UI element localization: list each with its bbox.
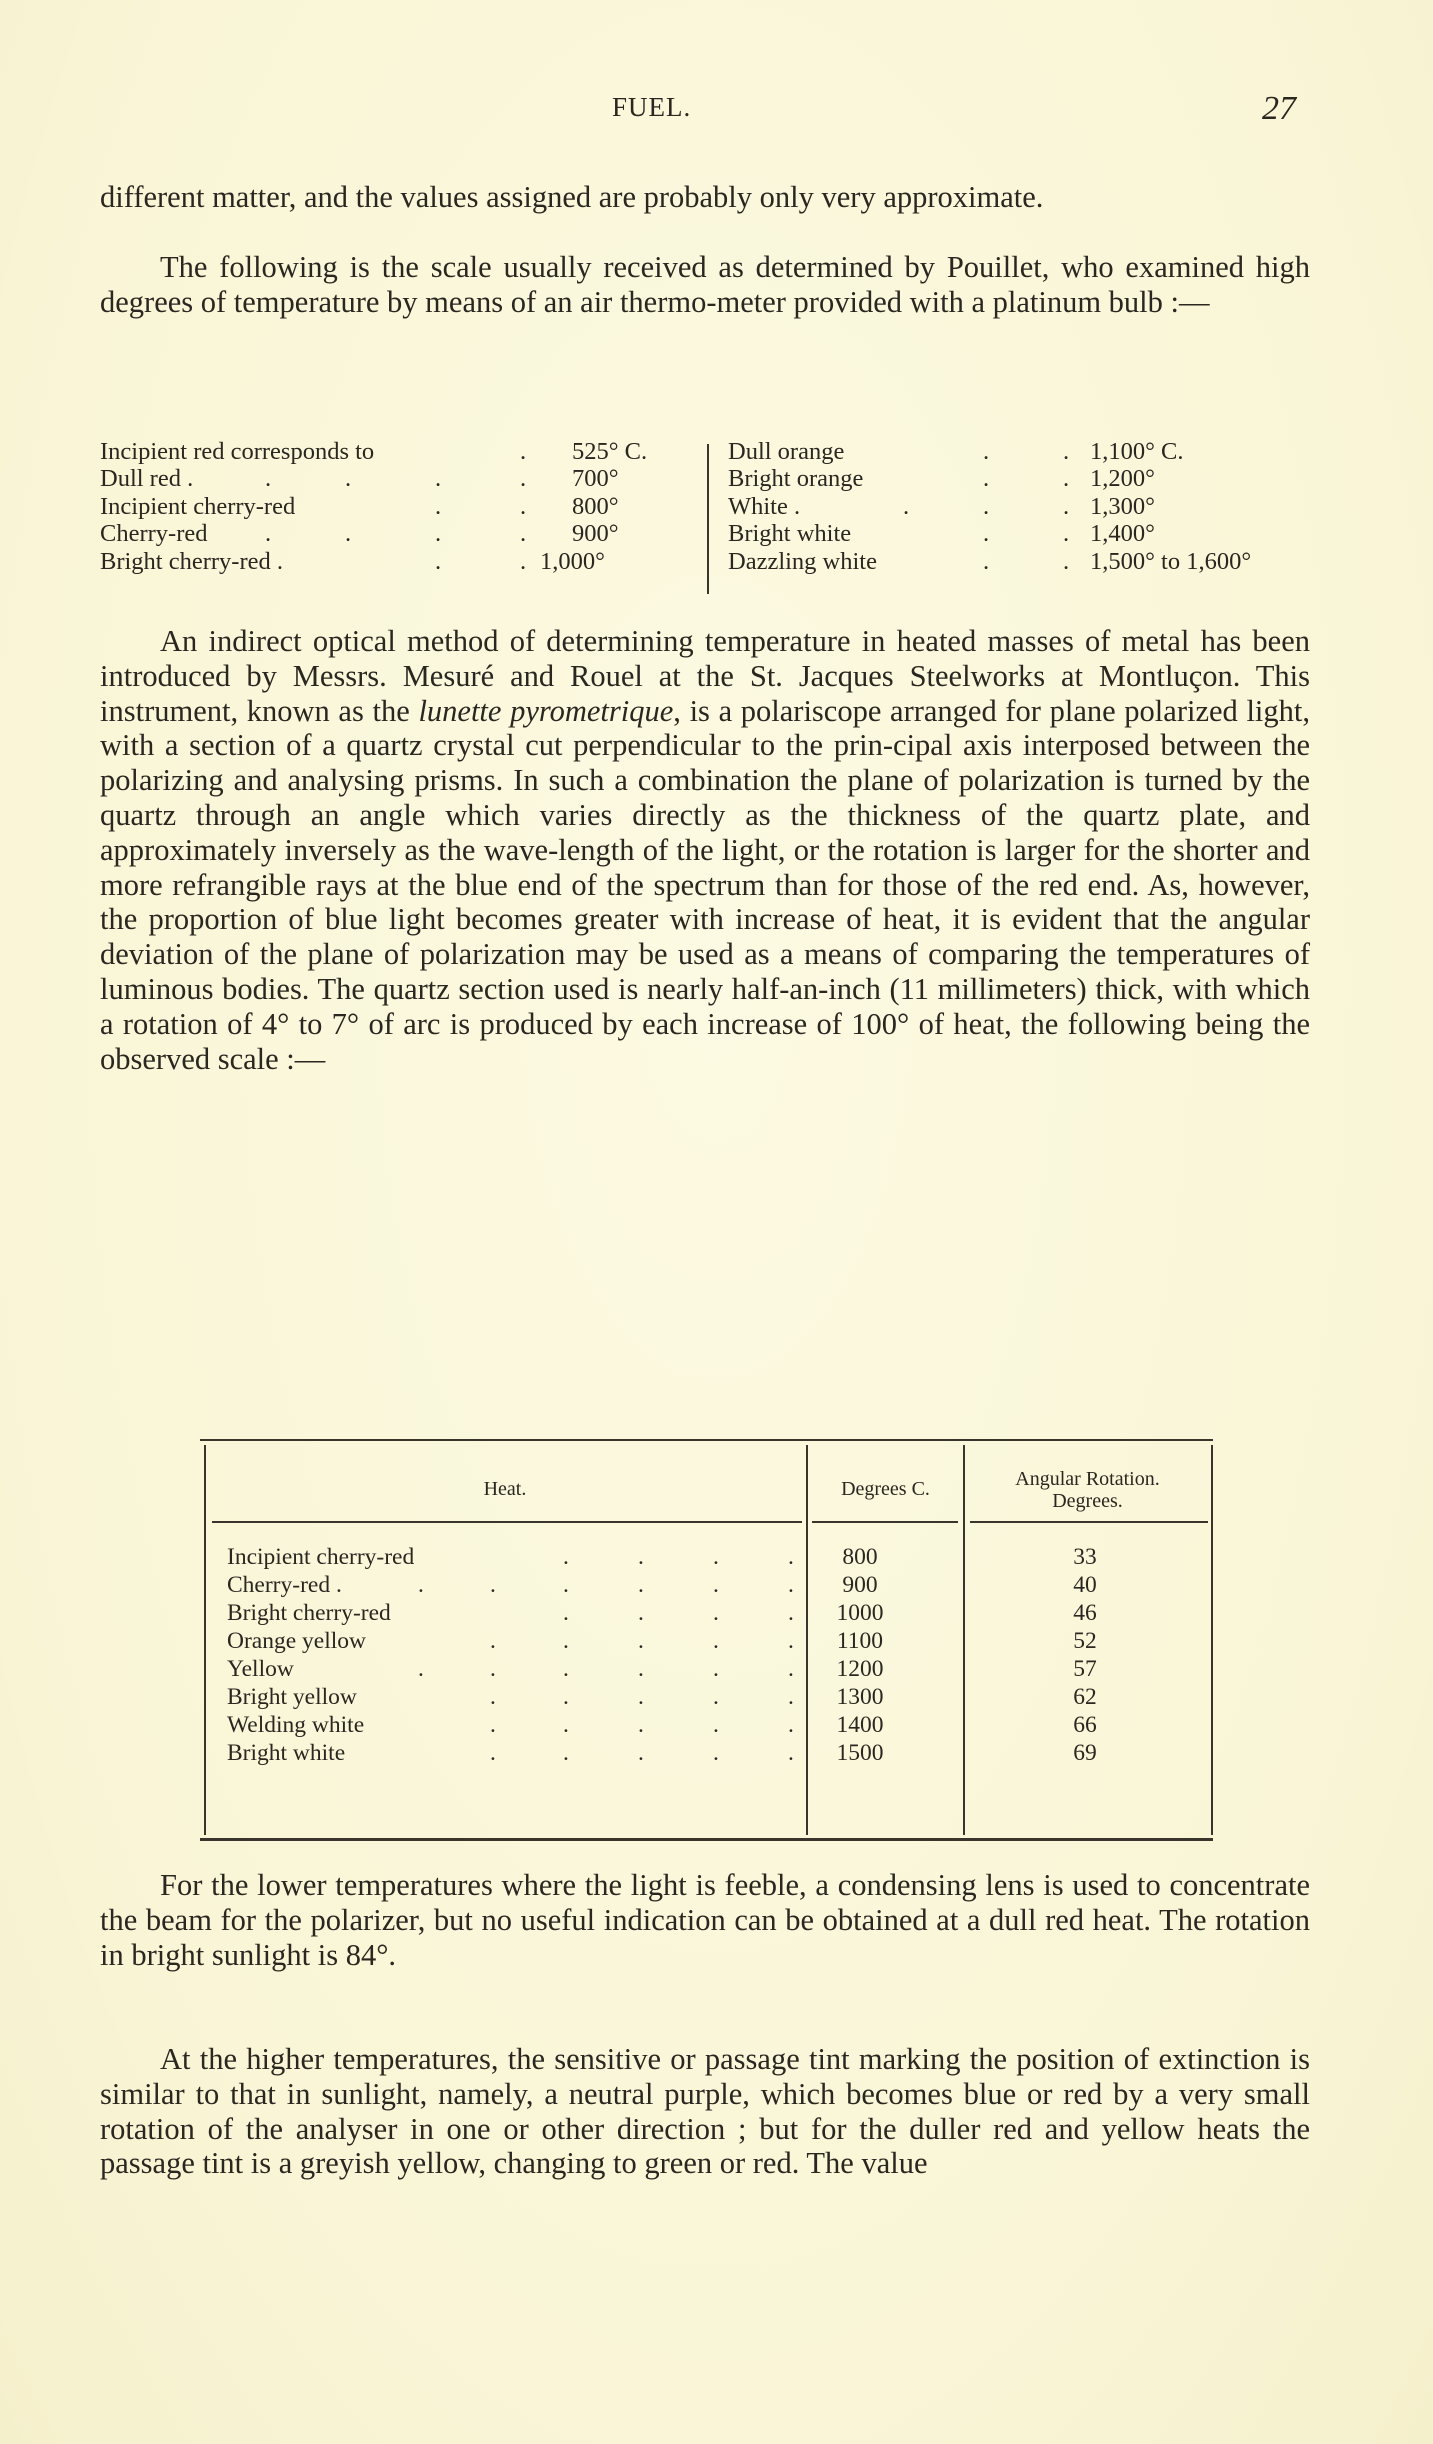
scale-row: Dull orange . . 1,100° C. — [728, 438, 1184, 465]
paragraph-text: , is a polariscope arranged for plane polarized light, with a section of a quartz crystal cut perpendicular to the prin-cipal axis interposed between the polarizing and analysing prisms. In such a combination the plane of polarization is turned by the quartz through an angle which varies directly as the thickness of the quartz plate, and approximately inversely as the wave-length of the light, or the rotation is larger for the shorter and more refrangible rays at the blue end of the spectrum than for those of the red end. As, however, the proportion of blue light becomes greater with increase of heat, it is evident that the angular deviation of the plane of polarization may be used as a means of comparing the temperatures of luminous bodies. The quartz section used is nearly half-an-inch (11 millimeters) thick, with which a rotation of 4° to 7° of arc is produced by each increase of 100° of heat, the following being the observed scale :— — [100, 693, 1310, 1076]
header-line: Degrees. — [1052, 1490, 1123, 1512]
temperature-value: 1,100° C. — [1090, 438, 1184, 465]
temperature-value: 800° — [572, 492, 619, 520]
rotation-value: 46 — [1073, 1600, 1097, 1626]
paragraph-text: At the higher temperatures, the sensitive or passage tint marking the position of extinction is similar to that in sunlight, namely, a neutral purple, which becomes blue or red by a very small rotation of the analyser in one or other direction ; but for the duller red and yellow heats the passage tint is a greyish yellow, changing to green or red. The value — [100, 2042, 1310, 2181]
degrees-value: 1100 — [836, 1628, 884, 1654]
heat-name: Bright yellow — [227, 1684, 357, 1710]
heat-name: Orange yellow — [227, 1628, 366, 1654]
scale-row: Bright white . . 1,400° — [728, 520, 1155, 548]
scale-row: Dazzling white . . 1,500° to 1,600° — [728, 547, 1252, 575]
table-row: Bright white . . . . . 1500 69 — [200, 1740, 1215, 1768]
paragraph-text: The following is the scale usually received as determined by Pouillet, who examined high degrees of temperature by means of an air thermo-meter provided with a platinum bulb :— — [100, 250, 1310, 319]
color-name: Bright white — [728, 520, 852, 548]
scale-column-left — [100, 438, 660, 575]
column-header-degrees: Degrees C. — [841, 1478, 930, 1500]
paragraph-higher-temperatures — [100, 2042, 1310, 2181]
paragraph-text: different matter, and the values assigned are probably only very approximate. — [100, 180, 1044, 214]
degrees-value: 1200 — [836, 1656, 884, 1682]
degrees-value: 1500 — [836, 1740, 884, 1766]
color-name: Dazzling white — [728, 547, 877, 575]
scale-row: White . . . . 1,300° — [728, 492, 1155, 520]
heat-name: Bright cherry-red — [227, 1600, 391, 1626]
italic-term: lunette pyrometrique — [418, 693, 674, 728]
degrees-value: 800 — [842, 1544, 878, 1570]
scale-column-right — [728, 438, 1328, 575]
rotation-value: 57 — [1073, 1656, 1097, 1682]
degrees-value: 900 — [842, 1572, 878, 1598]
table-row: Yellow . . . . . . 1200 57 — [200, 1656, 1215, 1684]
temperature-value: 1,400° — [1090, 520, 1155, 548]
rotation-value: 40 — [1073, 1572, 1097, 1598]
rotation-value: 62 — [1073, 1684, 1097, 1710]
heat-name: Yellow — [227, 1656, 294, 1682]
heat-name: Incipient cherry-red — [227, 1544, 415, 1570]
scale-row: Bright orange . . 1,200° — [728, 465, 1155, 493]
table-row: Orange yellow . . . . . 1100 52 — [200, 1628, 1215, 1656]
paragraph-continuation — [100, 180, 1310, 215]
paragraph-text: An indirect optical method of determining temperature in heated masses of metal has been introduced by Messrs. Mesuré and Rouel at the St. Jacques Steelworks at Montluçon. This instrument, known as the — [100, 624, 1310, 728]
paragraph-optical-method — [100, 624, 1310, 1076]
table-row: Bright yellow . . . . . 1300 62 — [200, 1684, 1215, 1712]
temperature-value: 1,500° to 1,600° — [1090, 547, 1252, 575]
table-row: Cherry-red . . . . . . . 900 40 — [200, 1572, 1215, 1600]
table-row: Welding white . . . . . 1400 66 — [200, 1712, 1215, 1740]
temperature-value: 525° C. — [572, 438, 648, 465]
temperature-value: 1,300° — [1090, 492, 1155, 520]
color-name: Incipient cherry-red — [100, 492, 296, 520]
running-title: FUEL. — [612, 92, 692, 122]
color-name: Incipient red corresponds to — [100, 438, 375, 465]
degrees-value: 1400 — [836, 1712, 884, 1738]
heat-name: Bright white — [227, 1740, 346, 1766]
scale-row: Cherry-red . . . . 900° — [100, 520, 619, 548]
rotation-value: 66 — [1073, 1712, 1097, 1738]
paragraph-lower-temperatures — [100, 1868, 1310, 1972]
degrees-value: 1300 — [836, 1684, 884, 1710]
temperature-value: 1,200° — [1090, 465, 1155, 493]
heat-name: Cherry-red . — [227, 1572, 342, 1598]
page-number: 27 — [1262, 90, 1296, 127]
color-name: Bright orange — [728, 465, 864, 493]
pouillet-temperature-scale — [100, 438, 1315, 598]
paragraph-text: For the lower temperatures where the light is feeble, a condensing lens is used to concentrate the beam for the polarizer, but no useful indication can be obtained at a dull red heat. The rotation in bright sunlight is 84°. — [100, 1868, 1310, 1972]
column-header-rotation — [965, 1468, 1210, 1512]
rotation-value: 33 — [1073, 1544, 1097, 1570]
color-name: Dull red . — [100, 465, 194, 493]
table-row: Incipient cherry-red . . . . 800 33 — [200, 1544, 1215, 1572]
header-line: Angular Rotation. — [1015, 1468, 1160, 1490]
scale-row: Dull red . . . . . 700° — [100, 465, 619, 493]
scale-row: Incipient cherry-red . . 800° — [100, 492, 619, 520]
running-head — [0, 92, 1433, 132]
color-name: Cherry-red — [100, 520, 208, 548]
scale-row: Incipient red corresponds to . 525° C. — [100, 438, 648, 465]
heat-name: Welding white — [227, 1712, 365, 1738]
column-header-heat: Heat. — [483, 1478, 527, 1500]
paragraph-pouillet-intro — [100, 250, 1310, 320]
rotation-value: 52 — [1073, 1628, 1097, 1654]
color-name: Bright cherry-red . — [100, 547, 283, 575]
table-row: Bright cherry-red . . . . 1000 46 — [200, 1600, 1215, 1628]
temperature-value: 900° — [572, 520, 619, 548]
degrees-value: 1000 — [836, 1600, 884, 1626]
temperature-value: 700° — [572, 465, 619, 493]
color-name: White . — [728, 492, 801, 520]
rotation-value: 69 — [1073, 1740, 1097, 1766]
temperature-value: 1,000° — [540, 547, 605, 575]
scale-row: Bright cherry-red . . . 1,000° — [100, 547, 605, 575]
observed-rotation-table — [200, 1438, 1215, 1843]
column-divider — [707, 444, 709, 594]
color-name: Dull orange — [728, 438, 845, 465]
